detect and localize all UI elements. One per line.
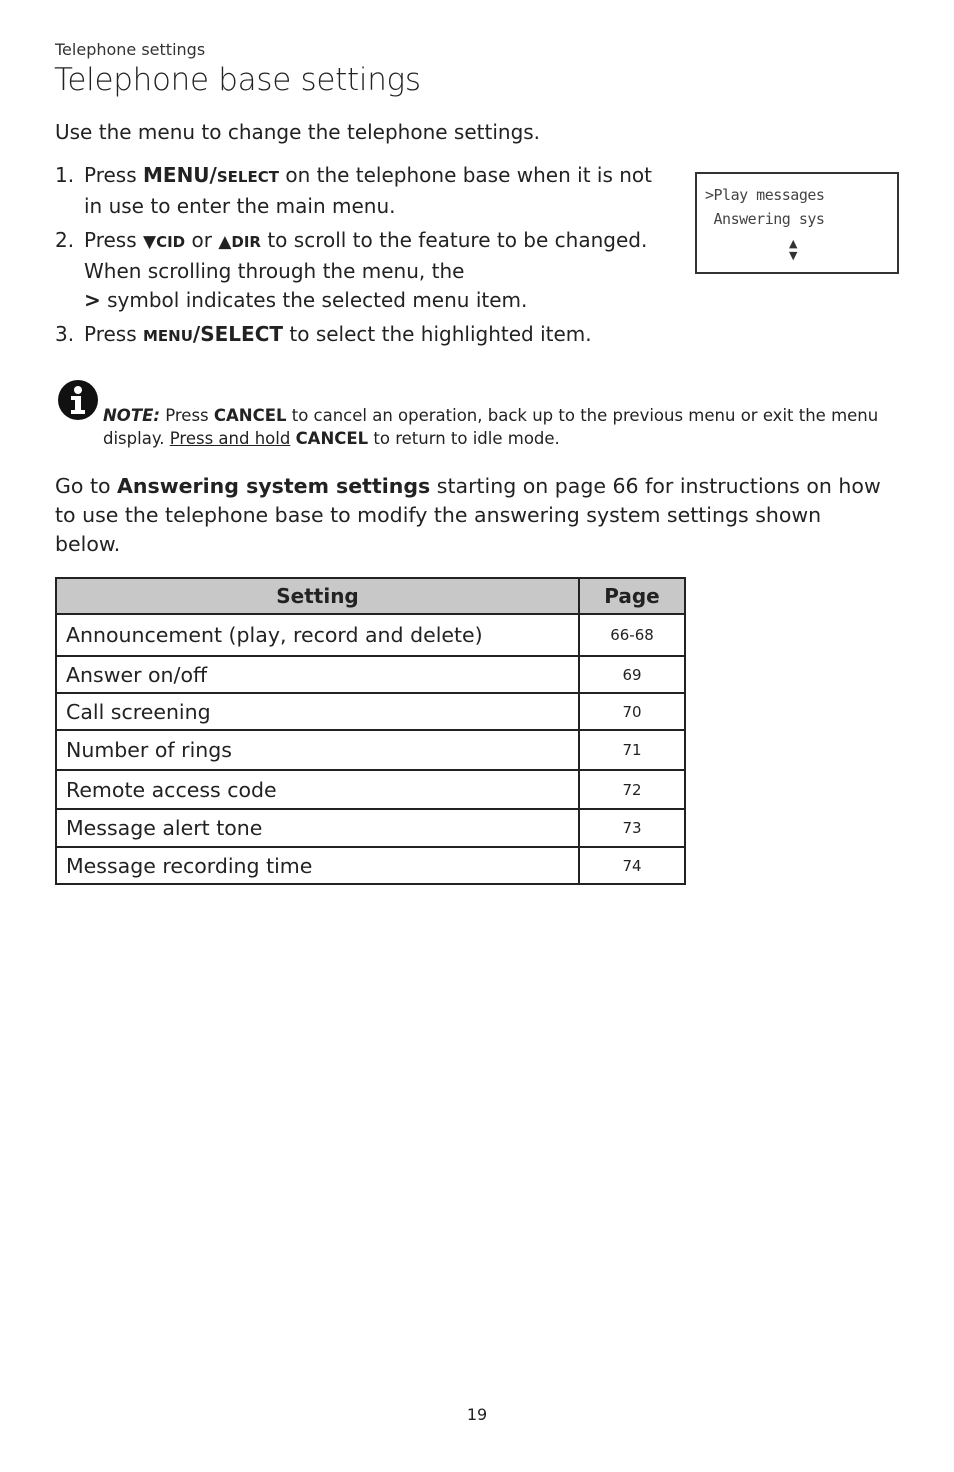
page-title: Telephone base settings [54,62,421,98]
note-text: NOTE: Press CANCEL to cancel an operation, back up to the previous menu or exit the menu display. Press and hold CANCEL to return to idle mode. [103,406,879,448]
table-row [56,770,685,809]
step-1 [55,161,675,221]
dir-key-label: DIR [231,233,261,251]
step-number: 2. [55,228,75,252]
setting-cell: Number of rings [56,730,579,770]
page-cell: 69 [579,656,685,693]
note-label: NOTE: [103,406,160,425]
lcd-display [695,172,899,274]
cancel-key-label: CANCEL [213,406,287,425]
setting-cell: Call screening [56,693,579,730]
page-cell: 72 [579,770,685,809]
table-row [56,847,685,884]
lcd-up-arrow-icon: ▲ [789,237,798,250]
setting-cell: Announcement (play, record and delete) [56,614,579,656]
step-number: 3. [55,322,75,346]
answering-settings-reference: Answering system settings [117,474,431,498]
page-cell: 74 [579,847,685,884]
cancel-key-label: CANCEL [295,429,369,448]
table-row [56,730,685,770]
setting-cell: Message recording time [56,847,579,884]
info-icon [57,379,99,421]
select-key-label: /SELECT [192,322,284,346]
lcd-line-2: Answering sys [705,210,825,228]
select-key-label: SELECT [216,168,279,186]
page-cell: 71 [579,730,685,770]
step-text: Press MENU/SELECT to select the highlighted item. [84,322,592,346]
lcd-line-1: >Play messages [705,186,825,204]
header-page: Page [579,578,685,614]
table-header-row [56,578,685,614]
setting-cell: Remote access code [56,770,579,809]
step-number: 1. [55,163,75,187]
lcd-scroll-arrows [789,238,797,262]
intro-text: Use the menu to change the telephone settings. [55,120,541,144]
menu-key-label: MENU/ [143,163,217,187]
page-cell: 66-68 [579,614,685,656]
step-text: Press ▼CID or ▲DIR to scroll to the feature to be changed. When scrolling through the menu, the > symbol indicates the selected menu item. [84,228,648,312]
page-cell: 73 [579,809,685,847]
cid-key-label: CID [156,233,186,251]
table-row [56,693,685,730]
settings-table [55,577,686,885]
press-and-hold-text: Press and hold [169,429,291,448]
lcd-down-arrow-icon: ▼ [789,249,798,262]
section-header: Telephone settings [55,40,206,59]
header-setting: Setting [56,578,579,614]
setting-cell: Message alert tone [56,809,579,847]
page-number: 19 [466,1405,488,1424]
menu-key-label: MENU [143,327,193,345]
step-2 [55,226,675,315]
table-row [56,614,685,656]
down-arrow-icon: ▼ [143,232,157,252]
setting-cell: Answer on/off [56,656,579,693]
page-cell: 70 [579,693,685,730]
table-row [56,656,685,693]
selection-symbol: > [84,288,101,312]
goto-paragraph: Go to Answering system settings starting on page 66 for instructions on how to use the telephone base to modify the answering system settings shown below. [55,474,881,556]
step-3 [55,320,675,351]
up-arrow-icon: ▲ [218,232,232,252]
table-row [56,809,685,847]
step-text: Press MENU/SELECT on the telephone base when it is not in use to enter the main menu. [84,163,652,218]
